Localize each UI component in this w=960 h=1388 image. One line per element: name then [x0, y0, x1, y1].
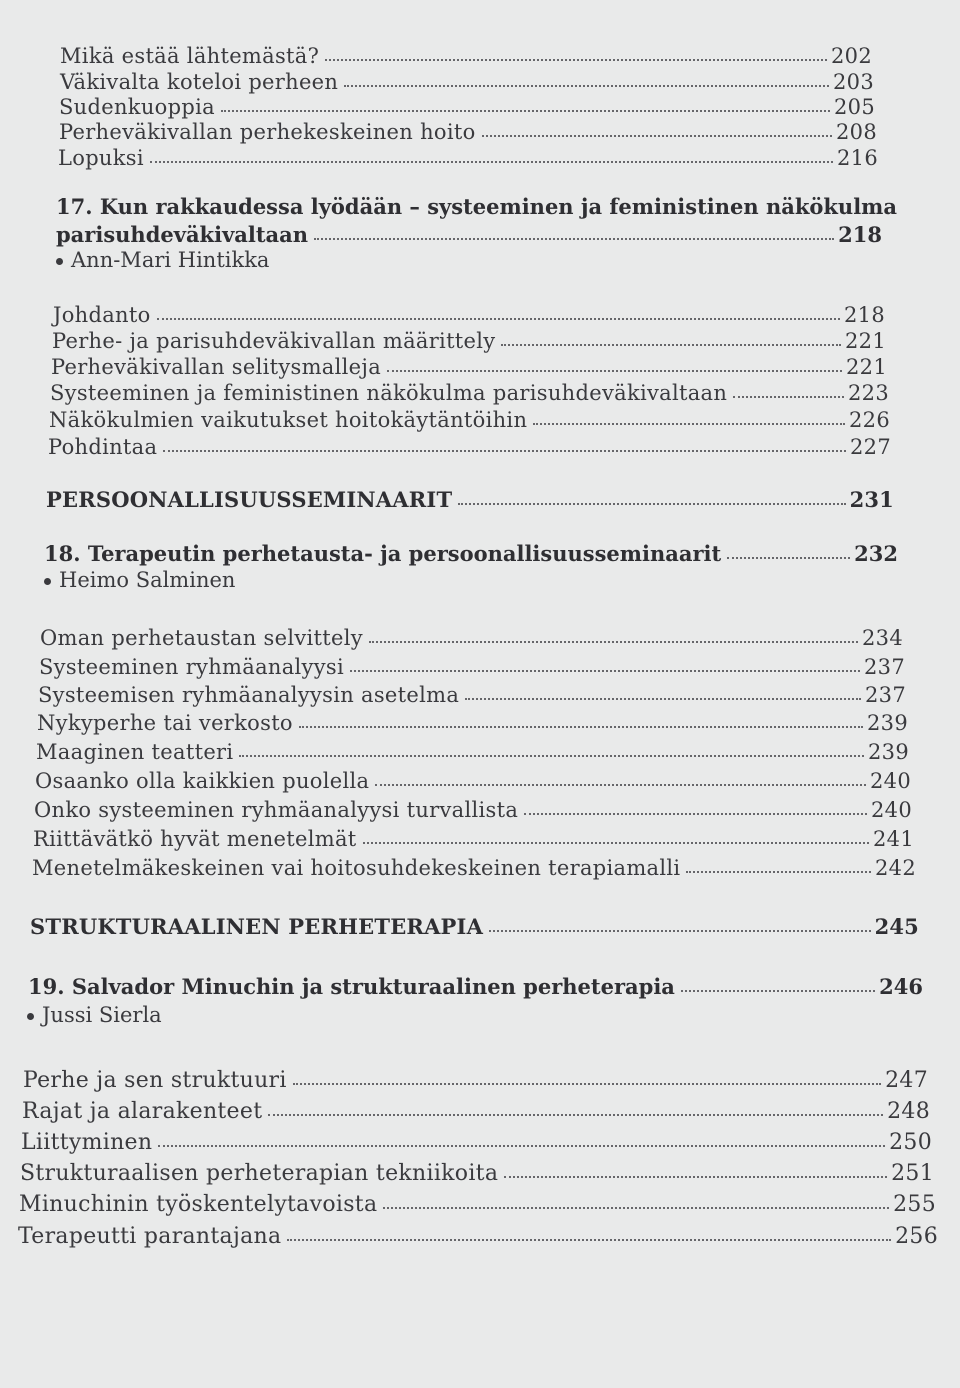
leader-dots: [157, 297, 840, 320]
chapter-author: [56, 248, 269, 272]
author-name: Heimo Salminen: [59, 568, 236, 592]
bullet-icon: [56, 258, 63, 265]
leader-dots: [504, 1154, 887, 1178]
chapter-page: 246: [879, 974, 923, 999]
toc-entry-title: Minuchinin työskentelytavoista: [19, 1192, 378, 1217]
bullet-icon: [44, 578, 51, 585]
toc-entry-page: 239: [868, 740, 909, 764]
toc-entry: [18, 1219, 938, 1249]
toc-entry-page: 251: [891, 1161, 934, 1186]
part-heading: [30, 911, 919, 939]
leader-dots: [314, 217, 834, 240]
leader-dots: [158, 1123, 885, 1147]
toc-entry-title: Nykyperhe tai verkosto: [37, 711, 293, 735]
leader-dots: [489, 909, 870, 932]
toc-entry-page: 208: [836, 120, 877, 144]
leader-dots: [733, 375, 844, 398]
leader-dots: [350, 649, 860, 672]
toc-entry: [20, 1156, 934, 1186]
toc-entry: [39, 651, 905, 679]
toc-entry-title: Mikä estää lähtemästä?: [60, 44, 320, 68]
toc-entry-page: 216: [837, 146, 878, 170]
toc-entry-page: 242: [875, 856, 916, 880]
leader-dots: [221, 89, 830, 112]
leader-dots: [150, 140, 833, 163]
leader-dots: [293, 1061, 881, 1085]
toc-entry-page: 240: [870, 769, 911, 793]
leader-dots: [325, 38, 827, 61]
toc-entry-page: 227: [850, 435, 891, 459]
toc-entry: [22, 1094, 930, 1124]
toc-entry: [21, 1125, 932, 1155]
toc-entry-title: Väkivalta koteloi perheen: [60, 70, 339, 94]
chapter-title: 19. Salvador Minuchin ja strukturaalinen perheterapia: [28, 974, 675, 999]
toc-entry-page: 223: [848, 381, 889, 405]
toc-entry-title: Perhe- ja parisuhdeväkivallan määrittely: [52, 329, 496, 353]
leader-dots: [727, 536, 850, 559]
toc-entry: [36, 736, 909, 764]
toc-entry: [23, 1063, 928, 1093]
toc-entry-page: 237: [865, 683, 906, 707]
toc-entry: [35, 765, 911, 793]
toc-entry: [38, 679, 906, 707]
toc-entry-page: 203: [833, 70, 874, 94]
toc-entry-title: Näkökulmien vaikutukset hoitokäytäntöihin: [49, 408, 528, 432]
chapter-author: [44, 568, 235, 592]
chapter-heading: 17. Kun rakkaudessa lyödään – systeeminen ja feministinen näkökulma: [56, 194, 898, 219]
toc-entry-title: Sudenkuoppia: [59, 95, 215, 119]
toc-entry-page: 247: [885, 1068, 928, 1093]
toc-entry-page: 221: [846, 355, 887, 379]
toc-entry-page: 250: [889, 1130, 932, 1155]
toc-entry-page: 237: [864, 655, 905, 679]
leader-dots: [287, 1217, 891, 1241]
leader-dots: [299, 705, 863, 728]
chapter-page: 232: [854, 541, 898, 566]
leader-dots: [387, 349, 842, 372]
leader-dots: [465, 677, 861, 700]
toc-entry-title: Perhe ja sen struktuuri: [23, 1068, 287, 1093]
toc-entry-title: Johdanto: [53, 303, 151, 327]
toc-entry-title: Riittävätkö hyvät menetelmät: [33, 827, 357, 851]
toc-entry-title: Liittyminen: [21, 1130, 153, 1155]
toc-entry-title: Maaginen teatteri: [36, 740, 234, 764]
toc-entry-title: Rajat ja alarakenteet: [22, 1099, 263, 1124]
leader-dots: [163, 429, 846, 452]
part-heading: [46, 484, 894, 512]
toc-entry-title: Osaanko olla kaikkien puolella: [35, 769, 370, 793]
toc-entry: [40, 622, 903, 650]
toc-entry: [19, 1187, 936, 1217]
toc-entry-page: 241: [873, 827, 914, 851]
toc-entry-title: Systeeminen ryhmäanalyysi: [39, 655, 344, 679]
part-title: STRUKTURAALINEN PERHETERAPIA: [30, 914, 484, 939]
chapter-heading-line: [44, 538, 898, 566]
toc-entry-title: Terapeutti parantajana: [18, 1224, 282, 1249]
leader-dots: [268, 1092, 883, 1116]
toc-entry-page: 226: [849, 408, 890, 432]
chapter-author: [27, 1003, 162, 1027]
leader-dots: [458, 482, 845, 505]
toc-entry: [37, 707, 908, 735]
toc-entry-title: Systeemisen ryhmäanalyysin asetelma: [38, 683, 460, 707]
bullet-icon: [27, 1013, 34, 1020]
leader-dots: [375, 763, 866, 786]
toc-entry-title: Menetelmäkeskeinen vai hoitosuhdekeskeinen terapiamalli: [32, 856, 681, 880]
toc-entry: [50, 377, 889, 405]
toc-entry: [48, 431, 891, 459]
chapter-page: 218: [838, 222, 882, 247]
toc-entry-page: 202: [831, 44, 872, 68]
chapter-heading-line: [28, 971, 923, 999]
chapter-title: parisuhdeväkivaltaan: [56, 222, 309, 247]
part-title: PERSOONALLISUUSSEMINAARIT: [46, 487, 453, 512]
toc-entry-page: 255: [893, 1192, 936, 1217]
chapter-heading-line: [56, 219, 882, 247]
toc-entry-page: 239: [867, 711, 908, 735]
leader-dots: [524, 792, 867, 815]
leader-dots: [239, 734, 864, 757]
leader-dots: [344, 64, 829, 87]
leader-dots: [501, 323, 841, 346]
toc-entry-title: Oman perhetaustan selvittely: [40, 626, 363, 650]
toc-entry: [34, 794, 912, 822]
leader-dots: [363, 821, 869, 844]
toc-entry: [32, 852, 916, 880]
toc-entry: [49, 404, 890, 432]
toc-entry-title: Strukturaalisen perheterapian tekniikoita: [20, 1161, 499, 1186]
part-page: 245: [874, 914, 919, 939]
leader-dots: [482, 114, 832, 137]
toc-entry: [58, 142, 878, 170]
leader-dots: [533, 402, 845, 425]
leader-dots: [686, 850, 871, 873]
author-name: Jussi Sierla: [42, 1003, 162, 1027]
toc-entry-page: 256: [895, 1224, 938, 1249]
toc-entry: [33, 823, 914, 851]
toc-entry-title: Pohdintaa: [48, 435, 158, 459]
author-name: Ann-Mari Hintikka: [71, 248, 270, 272]
part-page: 231: [849, 487, 894, 512]
toc-entry-title: Lopuksi: [58, 146, 144, 170]
chapter-title: 18. Terapeutin perhetausta- ja persoonallisuusseminaarit: [44, 541, 722, 566]
leader-dots: [383, 1185, 889, 1209]
toc-entry-page: 205: [834, 95, 875, 119]
toc-entry-page: 240: [871, 798, 912, 822]
leader-dots: [681, 969, 875, 992]
toc-entry-page: 248: [887, 1099, 930, 1124]
toc-entry-title: Systeeminen ja feministinen näkökulma parisuhdeväkivaltaan: [50, 381, 728, 405]
toc-entry-page: 218: [844, 303, 885, 327]
toc-entry-title: Onko systeeminen ryhmäanalyysi turvallista: [34, 798, 519, 822]
toc-entry-title: Perheväkivallan perhekeskeinen hoito: [59, 120, 476, 144]
toc-entry-page: 234: [862, 626, 903, 650]
toc-entry-page: 221: [845, 329, 886, 353]
toc-entry-title: Perheväkivallan selitysmalleja: [51, 355, 382, 379]
leader-dots: [369, 620, 858, 643]
